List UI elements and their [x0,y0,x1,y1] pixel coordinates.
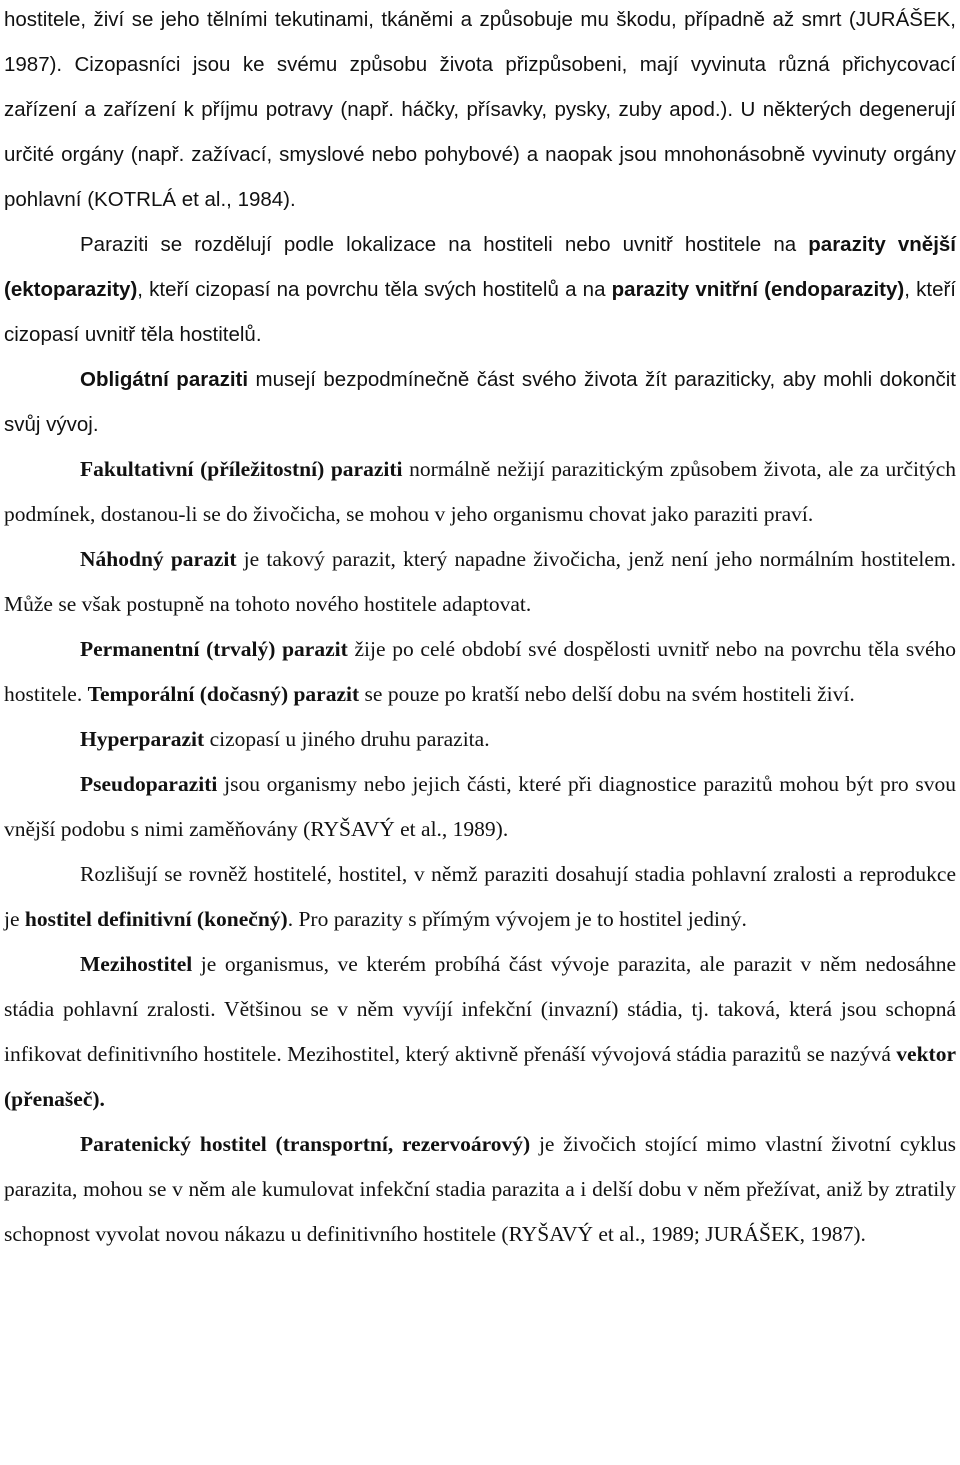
text-run: . Pro parazity s přímým vývojem je to hostitel jediný. [287,907,747,931]
text-run: je organismus, ve kterém probíhá část vývoje parazita, ale parazit v něm nedosáhne stádia pohlavní zralosti. Většinou se v něm vyvíjí infekční (invazní) stádia, tj. taková, která jsou schopná infikovat definitivního hostitele. Mezihostitel, který aktivně přenáší vývojová stádia parazitů se nazývá [4,952,956,1066]
paragraph-obligate [4,357,956,447]
text-run: Paraziti se rozdělují podle lokalizace na hostiteli nebo uvnitř hostitele na [80,233,809,256]
term-obligate-parasites: Obligátní paraziti [80,368,249,391]
paragraph-intermediate-host [4,942,956,1122]
text-run: Rozlišují se rovněž hostitelé, hostitel, v němž paraziti dosahují stadia pohlavní zralosti a reprodukce je [4,862,956,931]
paragraph-pseudoparasites [4,762,956,852]
term-pseudoparasites: Pseudoparaziti [80,772,218,796]
term-hyperparasite: Hyperparazit [80,727,205,751]
term-permanent-parasite: Permanentní (trvalý) parazit [80,637,348,661]
paragraph-permanent-temporal [4,627,956,717]
text-run: jsou organismy nebo jejich části, které při diagnostice parazitů mohou být pro svou vnější podobu s nimi zaměňovány (RYŠAVÝ et al., 1989). [4,772,956,841]
paragraph-hyperparasite [4,717,956,762]
term-temporal-parasite: Temporální (dočasný) parazit [87,682,360,706]
text-run: normálně nežijí parazitickým způsobem života, ale za určitých podmínek, dostanou-li se do živočicha, se mohou v jeho organismu chovat jako paraziti praví. [4,457,956,526]
paragraph-parasite-localization [4,222,956,357]
term-intermediate-host: Mezihostitel [80,952,193,976]
text-run: žije po celé období své dospělosti uvnitř nebo na povrchu těla svého hostitele. [4,637,956,706]
text-run: hostitele, živí se jeho tělními tekutinami, tkáněmi a způsobuje mu škodu, případně až smrt (JURÁŠEK, 1987). Cizopasníci jsou ke svému způsobu života přizpůsobeni, mají vyvinuta různá přichycovací zařízení a zařízení k příjmu potravy (např. háčky, přísavky, pysky, zuby apod.). U některých degenerují určité orgány (např. zažívací, smyslové nebo pohybové) a naopak jsou mnohonásobně vyvinuty orgány pohlavní (KOTRLÁ et al., 1984). [4,8,956,211]
paragraph-facultative [4,447,956,537]
term-endoparasites: parazity vnitřní (endoparazity) [611,278,905,301]
text-run: je živočich stojící mimo vlastní životní cyklus parazita, mohou se v něm ale kumulovat infekční stadia parazita a i delší dobu v něm přežívat, aniž by ztratily schopnost vyvolat novou nákazu u definitivního hostitele (RYŠAVÝ et al., 1989; JURÁŠEK, 1987). [4,1132,956,1246]
term-definitive-host: hostitel definitivní (konečný) [24,907,288,931]
text-run: je takový parazit, který napadne živočicha, jenž není jeho normálním hostitelem. Může se však postupně na tohoto nového hostitele adaptovat. [4,547,956,616]
text-run: cizopasí u jiného druhu parazita. [204,727,490,751]
paragraph-definitive-host [4,852,956,942]
paragraph-accidental [4,537,956,627]
text-run: musejí bezpodmínečně část svého života žít paraziticky, aby mohli dokončit svůj vývoj. [4,368,956,436]
term-paratenic-host: Paratenický hostitel (transportní, rezervoárový) [80,1132,531,1156]
paragraph-paratenic-host [4,1122,956,1257]
term-facultative-parasites: Fakultativní (příležitostní) paraziti [80,457,403,481]
term-accidental-parasite: Náhodný parazit [80,547,237,571]
term-ectoparasites: parazity vnější (ektoparazity) [4,233,956,301]
term-vector: vektor (přenašeč). [4,1042,956,1111]
text-run: , kteří cizopasí na povrchu těla svých hostitelů a na [137,278,612,301]
text-run: se pouze po kratší nebo delší dobu na svém hostiteli živí. [359,682,855,706]
text-run: , kteří cizopasí uvnitř těla hostitelů. [4,278,957,346]
paragraph-continuation [4,0,956,222]
